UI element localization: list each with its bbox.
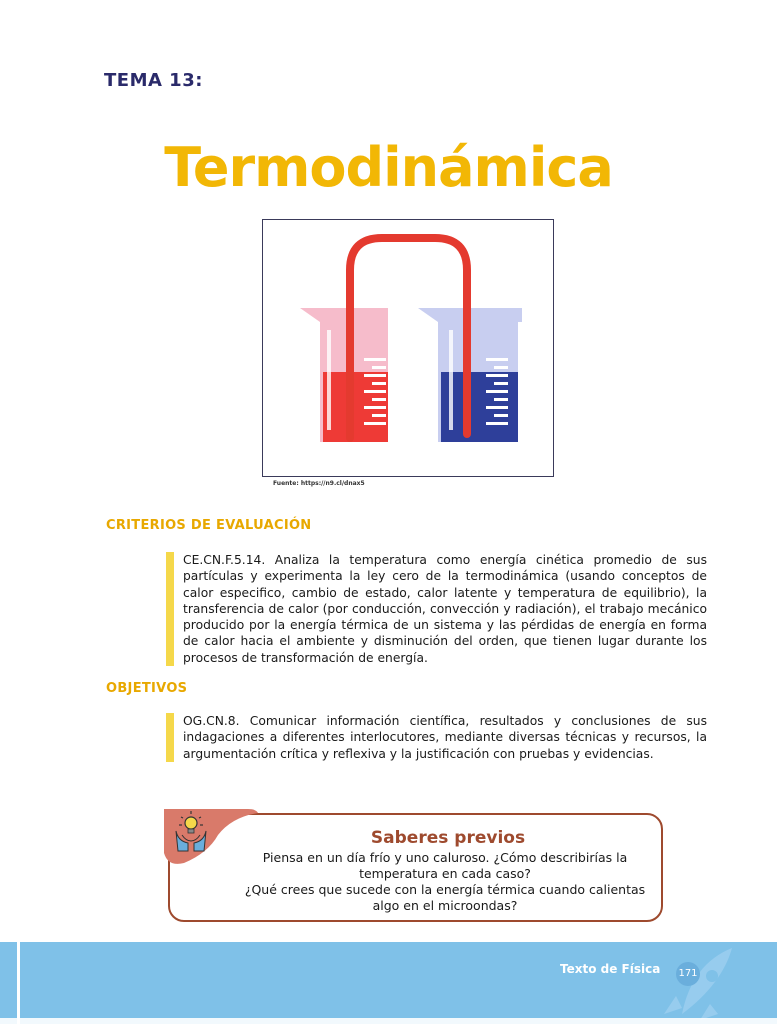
prior-knowledge-questions: [230, 850, 660, 914]
criteria-text: CE.CN.F.5.14. Analiza la temperatura como energía cinética promedio de sus partículas y experimenta la ley cero de la termodinámica (usando conceptos de calor especifico, cambio de estado, calor latente y temperatura de equilibrio), la transferencia de calor (por conducción, convección y radiación), el trabajo mecánico producido por la energía térmica de un sistema y las pérdidas de energía en forma de calor hacia el ambiente y disminución del orden, que tienen lugar durante los procesos de transformación de energía.: [166, 552, 707, 666]
page-footer: [0, 942, 777, 1024]
objectives-text: OG.CN.8. Comunicar información científica, resultados y conclusiones de sus indagaciones a diferentes interlocutores, mediante diversas técnicas y recursos, la argumentación crítica y reflexiva y la justificación con pruebas y evidencias.: [166, 713, 707, 762]
criteria-heading: CRITERIOS DE EVALUACIÓN: [106, 518, 312, 533]
question-1: Piensa en un día frío y uno caluroso. ¿Cómo describirías la temperatura en cada caso?: [262, 850, 628, 881]
page-title: Termodinámica: [164, 136, 613, 199]
rocket-icon: [652, 944, 772, 1024]
footer-divider: [17, 942, 20, 1024]
prior-knowledge-title: Saberes previos: [370, 828, 526, 848]
figure-source: Fuente: https://n9.cl/dnax5: [273, 480, 365, 487]
footer-bottom-line: [0, 1018, 777, 1024]
page-number: 171: [676, 962, 700, 986]
question-2: ¿Qué crees que sucede con la energía térmica cuando calientas algo en el microondas?: [244, 882, 646, 913]
objectives-heading: OBJETIVOS: [106, 681, 188, 696]
book-label: Texto de Física: [560, 962, 661, 976]
beakers-illustration: [262, 219, 554, 477]
topic-number: TEMA 13:: [104, 70, 203, 91]
